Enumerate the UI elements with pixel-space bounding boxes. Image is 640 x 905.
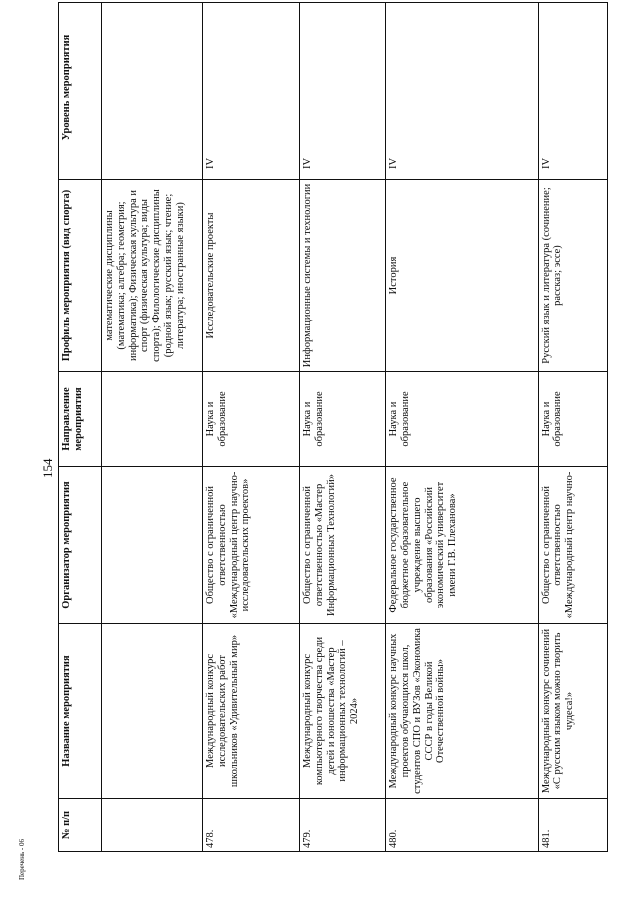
page-number: 154 [40,458,55,478]
table-row [386,3,538,852]
header-level: Уровень мероприятия [59,3,102,180]
cell-level: IV [203,3,300,180]
cell-name: Международный конкурс компьютерного творчества среди детей и юношества «Мастер информационных технологий – 2024» [300,624,386,799]
cell-level [102,3,203,180]
cell-organizer: Общество с ограниченной ответственностью «Мастер Информационных Технологий» [300,467,386,624]
footer-text: Перечень - 06 [18,839,26,880]
cell-direction: Наука и образование [203,372,300,467]
cell-organizer: Общество с ограниченной ответственностью «Международный центр научно-исследовательских проектов» [203,467,300,624]
table-row [300,3,386,852]
event-registry-table [58,2,608,852]
event-registry-table-holder [58,34,608,852]
table-row [203,3,300,852]
cell-profile: Информационные системы и технологии [300,180,386,372]
cell-profile: математические дисциплины (математика; алгебра; геометрия; информатика); Физическая культура и спорт (физическая культура; виды спорта); Филологические дисциплины (родной язык; русский язык; чтение; литература; иностранные языки) [102,180,203,372]
cell-num: 479. [300,799,386,852]
cell-num: 478. [203,799,300,852]
cell-profile: Русский язык и литература (сочинение; рассказ; эссе) [538,180,607,372]
cell-name: Международный конкурс сочинений «С русским языком можно творить чудеса!» [538,624,607,799]
header-direction: Направление мероприятия [59,372,102,467]
cell-direction: Наука и образование [538,372,607,467]
table-header-row [59,3,102,852]
cell-name: Международный конкурс исследовательских работ школьников «Удивительный мир» [203,624,300,799]
cell-profile: Исследовательские проекты [203,180,300,372]
cell-name: Международный конкурс научных проектов обучающихся школ, студентов СПО и ВУЗов «Экономика СССР в годы Великой Отечественной войны» [386,624,538,799]
table-row [102,3,203,852]
header-num: № п/п [59,799,102,852]
cell-num: 481. [538,799,607,852]
cell-direction: Наука и образование [386,372,538,467]
cell-organizer: Общество с ограниченной ответственностью «Международный центр научно- [538,467,607,624]
cell-profile: История [386,180,538,372]
cell-num [102,799,203,852]
cell-direction [102,372,203,467]
cell-direction: Наука и образование [300,372,386,467]
cell-level: IV [538,3,607,180]
cell-name [102,624,203,799]
cell-level: IV [386,3,538,180]
cell-organizer: Федеральное государственное бюджетное образовательное учреждение высшего образования «Российский экономический университет имени Г.В. Плеханова» [386,467,538,624]
cell-level: IV [300,3,386,180]
table-row [538,3,607,852]
header-profile: Профиль мероприятия (вид спорта) [59,180,102,372]
header-name: Название мероприятия [59,624,102,799]
cell-num: 480. [386,799,538,852]
cell-organizer [102,467,203,624]
header-organizer: Организатор мероприятия [59,467,102,624]
